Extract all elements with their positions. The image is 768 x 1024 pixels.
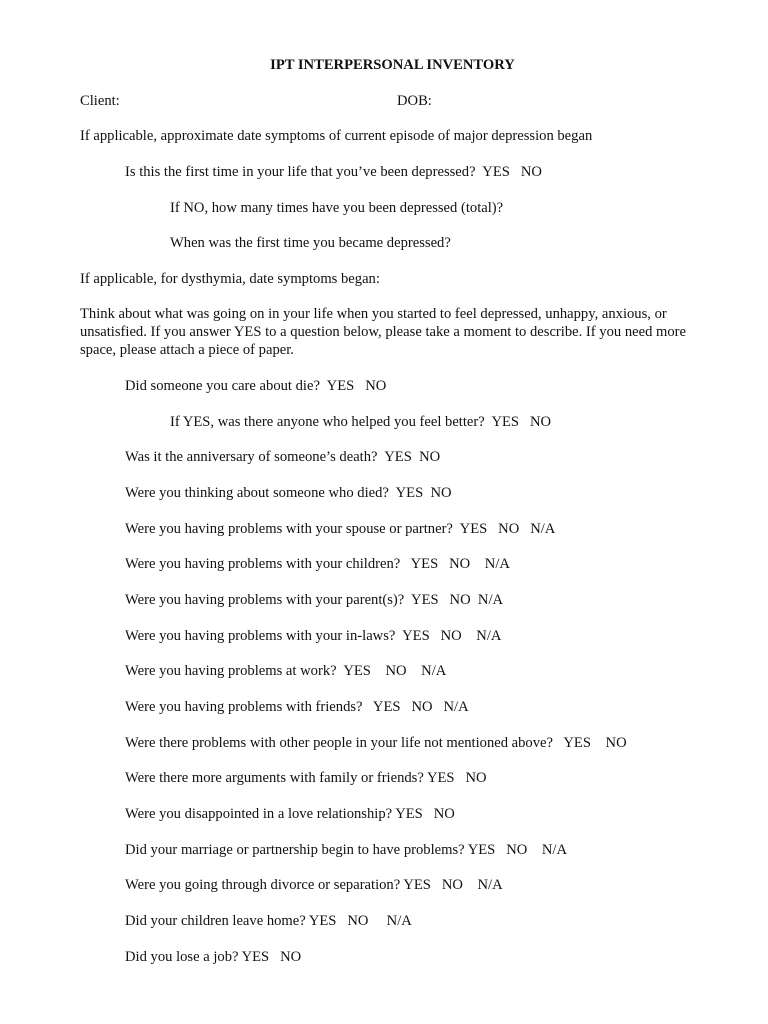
question-item: Were there problems with other people in your life not mentioned above? YES NO — [125, 735, 627, 751]
question-item: Did you lose a job? YES NO — [125, 949, 302, 965]
question-item: Were you having problems with your children? YES NO N/A — [125, 556, 510, 572]
question-first-time: Is this the first time in your life that you’ve been depressed? YES NO — [125, 164, 542, 180]
question-item: Were you having problems with your in-laws? YES NO N/A — [125, 628, 502, 644]
instructions-paragraph: Think about what was going on in your life when you started to feel depressed, unhappy, anxious, or unsatisfied. If you answer YES to a question below, please take a moment to describe. If you need more space, please attach a piece of paper. — [80, 306, 687, 358]
question-item: Were you having problems with friends? YES NO N/A — [125, 699, 469, 715]
onset-date-line: If applicable, approximate date symptoms of current episode of major depression began — [80, 128, 593, 144]
question-item: Were you having problems at work? YES NO N/A — [125, 663, 447, 679]
question-item: Were you going through divorce or separation? YES NO N/A — [125, 877, 503, 893]
question-item: Were you thinking about someone who died? YES NO — [125, 485, 452, 501]
question-item: Were there more arguments with family or friends? YES NO — [125, 770, 487, 786]
question-item: Were you having problems with your spouse or partner? YES NO N/A — [125, 521, 556, 537]
client-label: Client: — [80, 93, 120, 109]
question-first-when: When was the first time you became depressed? — [170, 235, 451, 251]
question-item: Were you having problems with your parent(s)? YES NO N/A — [125, 592, 504, 608]
question-item: Did your children leave home? YES NO N/A — [125, 913, 412, 929]
dob-label: DOB: — [397, 93, 432, 109]
question-item: Did your marriage or partnership begin to have problems? YES NO N/A — [125, 842, 568, 858]
question-how-many: If NO, how many times have you been depressed (total)? — [170, 200, 504, 216]
dysthymia-line: If applicable, for dysthymia, date symptoms began: — [80, 271, 380, 287]
question-item: Did someone you care about die? YES NO — [125, 378, 387, 394]
question-item: If YES, was there anyone who helped you feel better? YES NO — [170, 414, 552, 430]
question-item: Was it the anniversary of someone’s death? YES NO — [125, 449, 441, 465]
document-title: IPT INTERPERSONAL INVENTORY — [270, 57, 515, 73]
question-item: Were you disappointed in a love relationship? YES NO — [125, 806, 455, 822]
